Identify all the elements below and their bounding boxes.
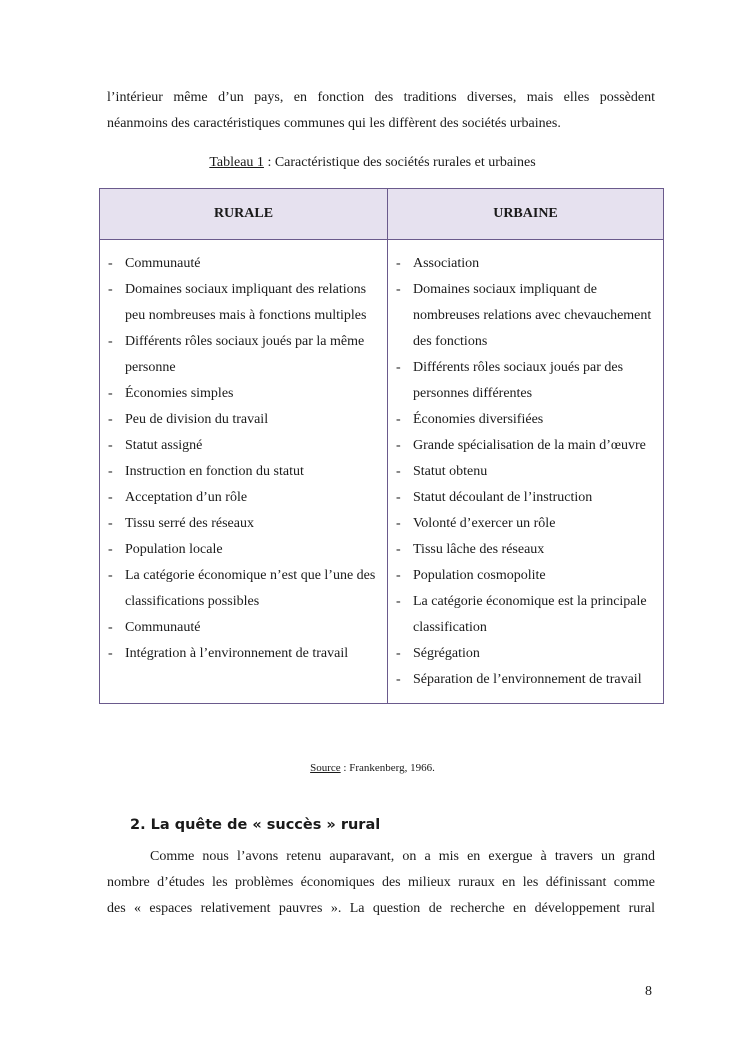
- table-source: [0, 762, 745, 774]
- body-paragraph: [107, 844, 655, 922]
- urbaine-cell: [388, 240, 664, 704]
- table-caption-label: Tableau 1: [209, 155, 264, 170]
- list-item: - Séparation de l’environnement de travail: [396, 667, 655, 693]
- list-item: - Population locale: [108, 537, 379, 563]
- list-item: - Statut découlant de l’instruction: [396, 485, 655, 511]
- rurale-list: [108, 251, 379, 667]
- list-item: - Volonté d’exercer un rôle: [396, 511, 655, 537]
- text-line: nombre d’études les problèmes économiques des milieux ruraux en les définissant comme: [107, 875, 655, 890]
- list-item: - Économies diversifiées: [396, 407, 655, 433]
- text-line: l’intérieur même d’un pays, en fonction des traditions diverses, mais elles possèdent: [107, 90, 655, 105]
- urbaine-list: [396, 251, 655, 693]
- list-item: - Tissu lâche des réseaux: [396, 537, 655, 563]
- list-item: - Grande spécialisation de la main d’œuvre: [396, 433, 655, 459]
- list-item: - Peu de division du travail: [108, 407, 379, 433]
- list-item: - Domaines sociaux impliquant des relations peu nombreuses mais à fonctions multiples: [108, 277, 379, 329]
- list-item: - Intégration à l’environnement de travail: [108, 641, 379, 667]
- list-item: - Statut obtenu: [396, 459, 655, 485]
- list-item: - Différents rôles sociaux joués par des personnes différentes: [396, 355, 655, 407]
- section-heading: 2. La quête de « succès » rural: [130, 817, 381, 833]
- list-item: - Communauté: [108, 615, 379, 641]
- list-item: - La catégorie économique est la principale classification: [396, 589, 655, 641]
- list-item: - Communauté: [108, 251, 379, 277]
- list-item: - La catégorie économique n’est que l’une des classifications possibles: [108, 563, 379, 615]
- text-line: des « espaces relativement pauvres ». La question de recherche en développement rural: [107, 901, 655, 916]
- table-header-row: [100, 189, 664, 240]
- page-number: 8: [645, 984, 652, 999]
- comparison-table: [99, 188, 664, 704]
- list-item: - Tissu serré des réseaux: [108, 511, 379, 537]
- list-item: - Acceptation d’un rôle: [108, 485, 379, 511]
- table-caption-text: : Caractéristique des sociétés rurales et urbaines: [263, 155, 536, 170]
- header-urbaine: URBAINE: [388, 189, 664, 240]
- table-body-row: [100, 240, 664, 704]
- source-text: : Frankenberg, 1966.: [340, 762, 435, 774]
- table-caption: [0, 155, 745, 171]
- header-rurale: RURALE: [100, 189, 388, 240]
- source-label: Source: [310, 762, 341, 774]
- text-line: Comme nous l’avons retenu auparavant, on a mis en exergue à travers un grand: [150, 849, 655, 864]
- list-item: - Domaines sociaux impliquant de nombreuses relations avec chevauchement des fonctions: [396, 277, 655, 355]
- list-item: - Statut assigné: [108, 433, 379, 459]
- intro-paragraph: [107, 85, 655, 137]
- list-item: - Association: [396, 251, 655, 277]
- list-item: - Ségrégation: [396, 641, 655, 667]
- list-item: - Différents rôles sociaux joués par la même personne: [108, 329, 379, 381]
- list-item: - Économies simples: [108, 381, 379, 407]
- list-item: - Instruction en fonction du statut: [108, 459, 379, 485]
- text-line: néanmoins des caractéristiques communes qui les diffèrent des sociétés urbaines.: [107, 116, 561, 131]
- rurale-cell: [100, 240, 388, 704]
- list-item: - Population cosmopolite: [396, 563, 655, 589]
